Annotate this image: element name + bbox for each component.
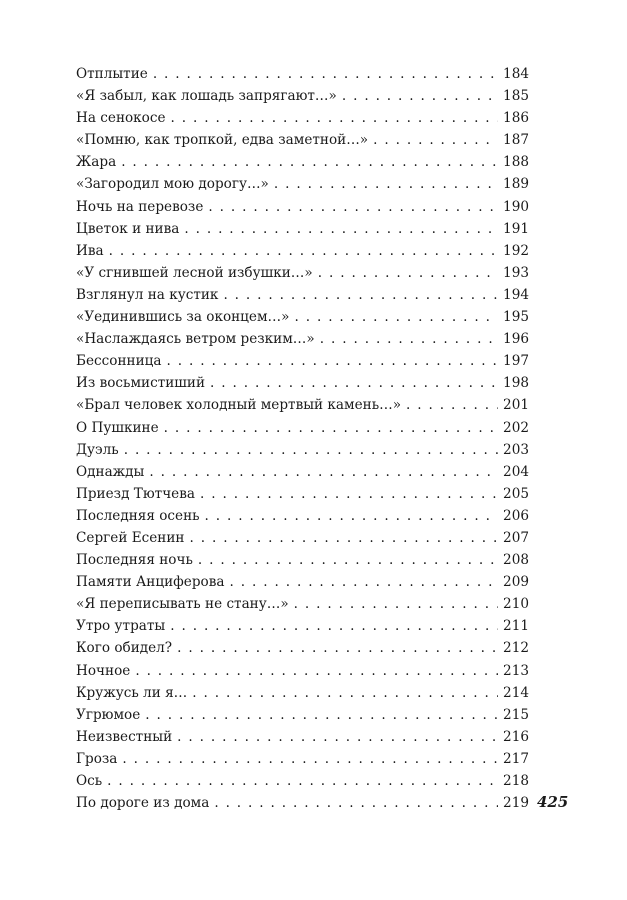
dot-leader [107,770,498,792]
dot-leader [149,461,498,483]
toc-entry-title: Приезд Тютчева [76,485,195,502]
toc-entry [76,372,529,394]
toc-entry [76,682,529,704]
toc-entry-page: 189 [503,176,529,193]
toc-entry-title: Кого обидел? [76,640,173,657]
toc-entry-title: Жара [76,154,117,171]
dot-leader [145,704,498,726]
toc-entry [76,306,529,328]
toc-entry-title: «Помню, как тропкой, едва заметной…» [76,132,369,149]
dot-leader [109,240,498,262]
dot-leader [153,63,498,85]
toc-entry-page: 209 [503,574,529,591]
toc-entry [76,240,529,262]
dot-leader [192,682,498,704]
dot-leader [184,218,498,240]
dot-leader [189,527,498,549]
toc-entry [76,85,529,107]
toc-entry-page: 185 [503,88,529,105]
dot-leader [208,196,498,218]
toc-entry [76,726,529,748]
toc-entry [76,593,529,615]
toc-entry-page: 192 [503,242,529,259]
toc-entry [76,350,529,372]
toc-entry-title: «Уединившись за оконцем…» [76,309,290,326]
toc-entry-title: Ива [76,242,104,259]
toc-entry [76,417,529,439]
toc-entry [76,792,529,814]
toc-entry-title: Однажды [76,463,145,480]
dot-leader [198,549,498,571]
toc-entry-page: 206 [503,507,529,524]
toc-entry [76,196,529,218]
dot-leader [320,328,498,350]
dot-leader [205,505,499,527]
toc-entry-title: «Я забыл, как лошадь запрягают…» [76,88,337,105]
toc-entry-page: 196 [503,331,529,348]
dot-leader [342,85,498,107]
table-of-contents [76,63,529,814]
dot-leader [294,306,498,328]
dot-leader [274,173,498,195]
dot-leader [171,107,499,129]
toc-entry-page: 187 [503,132,529,149]
dot-leader [177,726,498,748]
dot-leader [124,439,498,461]
toc-entry [76,571,529,593]
page-number: 425 [537,793,569,811]
toc-entry [76,151,529,173]
toc-entry-title: О Пушкине [76,419,159,436]
dot-leader [200,483,498,505]
toc-entry-page: 202 [503,419,529,436]
toc-entry-title: Неизвестный [76,728,173,745]
toc-entry [76,770,529,792]
toc-entry-page: 212 [503,640,529,657]
toc-entry [76,527,529,549]
toc-entry-title: По дороге из дома [76,795,210,812]
toc-entry-title: На сенокосе [76,110,166,127]
dot-leader [214,792,498,814]
toc-entry [76,615,529,637]
toc-entry-page: 197 [503,353,529,370]
toc-entry [76,660,529,682]
toc-entry-title: Дуэль [76,441,119,458]
toc-entry-page: 188 [503,154,529,171]
toc-entry-page: 203 [503,441,529,458]
toc-entry [76,394,529,416]
toc-entry [76,461,529,483]
toc-entry-page: 195 [503,309,529,326]
toc-entry-page: 204 [503,463,529,480]
toc-entry-page: 213 [503,662,529,679]
toc-entry [76,704,529,726]
dot-leader [135,660,498,682]
toc-entry-title: «Загородил мою дорогу…» [76,176,269,193]
toc-entry-title: «Я переписывать не стану…» [76,596,289,613]
toc-entry [76,483,529,505]
toc-entry-page: 217 [503,750,529,767]
toc-entry [76,439,529,461]
dot-leader [294,593,498,615]
dot-leader [122,748,498,770]
toc-entry [76,328,529,350]
toc-entry [76,173,529,195]
toc-entry [76,262,529,284]
toc-entry-title: Кружусь ли я… [76,684,188,701]
toc-entry [76,637,529,659]
toc-entry-title: Ночное [76,662,131,679]
dot-leader [177,637,498,659]
toc-entry-title: «Наслаждаясь ветром резким…» [76,331,315,348]
toc-entry-title: Последняя осень [76,507,200,524]
toc-entry-title: «У сгнившей лесной избушки…» [76,264,313,281]
dot-leader [166,350,498,372]
dot-leader [170,615,498,637]
toc-entry-title: Гроза [76,750,118,767]
toc-entry [76,107,529,129]
toc-entry-page: 216 [503,728,529,745]
toc-entry [76,129,529,151]
toc-entry [76,549,529,571]
toc-entry-page: 205 [503,485,529,502]
toc-entry-title: Бессонница [76,353,162,370]
toc-entry-page: 198 [503,375,529,392]
toc-entry-title: Из восьмистиший [76,375,206,392]
toc-entry [76,284,529,306]
toc-entry-page: 211 [503,618,529,635]
dot-leader [223,284,498,306]
dot-leader [373,129,498,151]
toc-entry-title: Угрюмое [76,706,141,723]
toc-entry-title: Ночь на перевозе [76,198,204,215]
toc-entry-page: 190 [503,198,529,215]
toc-entry-title: Отплытие [76,66,148,82]
toc-entry-title: Последняя ночь [76,552,193,569]
toc-entry-page: 219 [503,795,529,812]
toc-entry-page: 214 [503,684,529,701]
dot-leader [121,151,498,173]
toc-entry-page: 210 [503,596,529,613]
toc-entry-page: 215 [503,706,529,723]
toc-entry-title: «Брал человек холодный мертвый камень…» [76,397,402,414]
dot-leader [318,262,498,284]
toc-entry-page: 186 [503,110,529,127]
toc-entry-page: 194 [503,286,529,303]
toc-entry-title: Ось [76,773,103,789]
toc-entry-page: 193 [503,264,529,281]
toc-entry [76,63,529,85]
toc-entry-title: Памяти Анциферова [76,574,225,591]
toc-entry-page: 184 [503,66,529,82]
dot-leader [406,394,498,416]
toc-entry-title: Сергей Есенин [76,529,185,546]
toc-entry-page: 208 [503,552,529,569]
dot-leader [210,372,498,394]
dot-leader [230,571,499,593]
toc-entry [76,748,529,770]
toc-entry-page: 207 [503,529,529,546]
toc-entry-page: 191 [503,220,529,237]
toc-entry-title: Утро утраты [76,618,166,635]
dot-leader [164,417,498,439]
toc-entry-page: 218 [503,773,529,789]
toc-entry [76,218,529,240]
toc-entry-title: Взглянул на кустик [76,286,219,303]
toc-entry [76,505,529,527]
toc-entry-title: Цветок и нива [76,220,180,237]
toc-entry-page: 201 [503,397,529,414]
